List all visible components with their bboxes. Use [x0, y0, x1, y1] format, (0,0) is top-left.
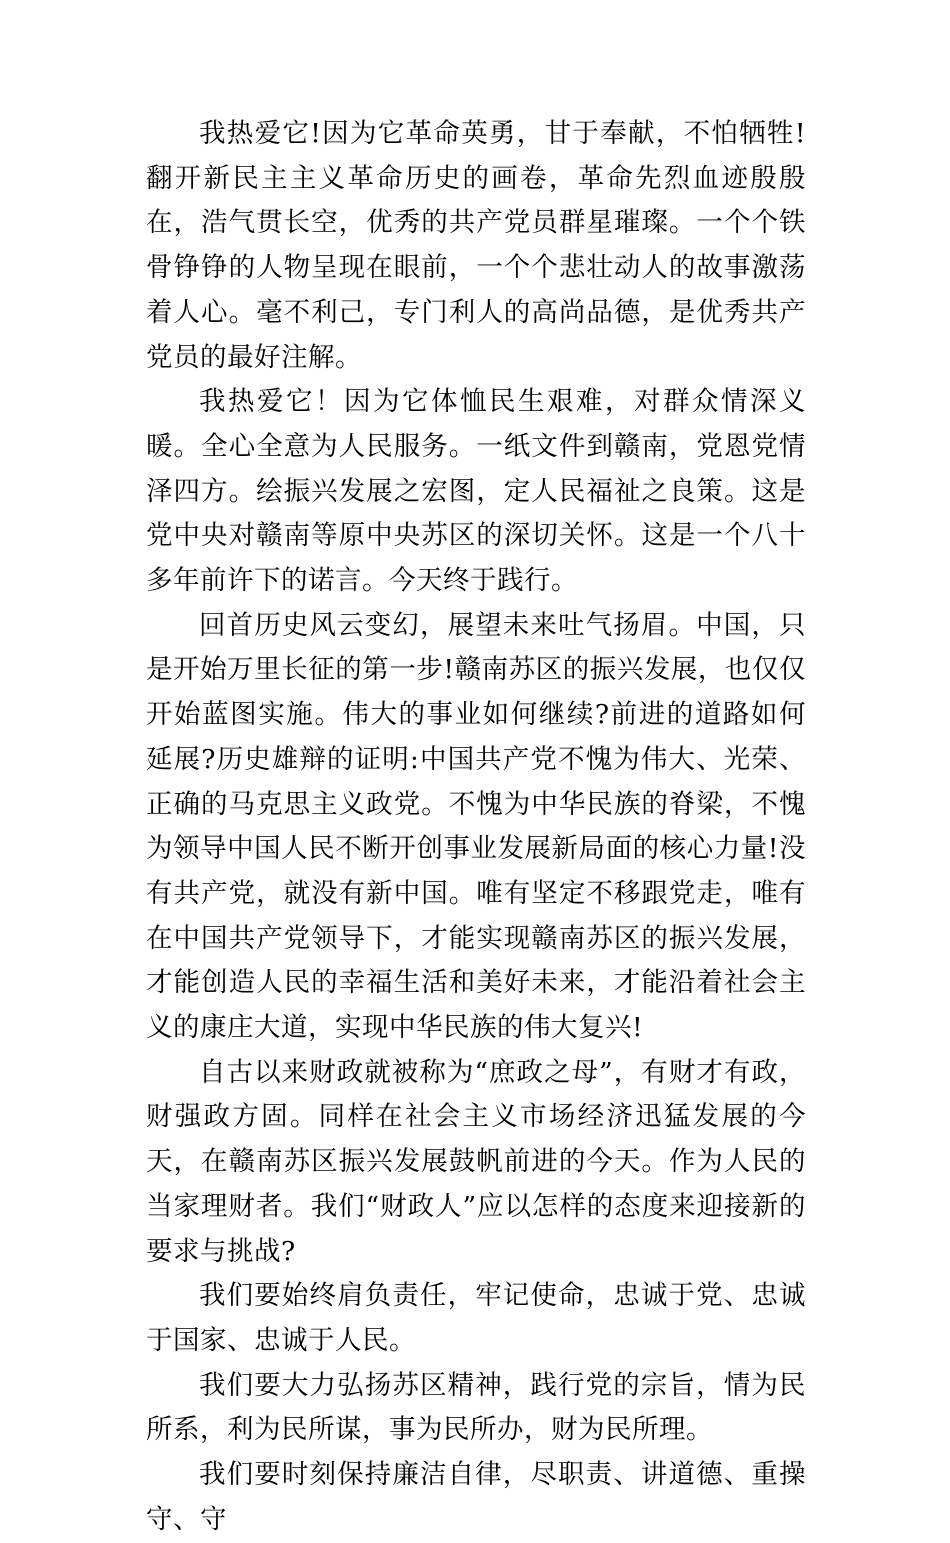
- paragraph-4: 自古以来财政就被称为“庶政之母”，有财才有政，财强政方固。同样在社会主义市场经济迅猛发展的今天，在赣南苏区振兴发展鼓帆前进的今天。作为人民的当家理财者。我们“财政人”应以怎样的态度来迎接新的要求与挑战?: [146, 1056, 806, 1267]
- document-body: [146, 112, 806, 1543]
- paragraph-7: 我们要时刻保持廉洁自律，尽职责、讲道德、重操守、守: [146, 1459, 806, 1535]
- paragraph-3: 回首历史风云变幻，展望未来吐气扬眉。中国，只是开始万里长征的第一步!赣南苏区的振兴发展，也仅仅开始蓝图实施。伟大的事业如何继续?前进的道路如何延展?历史雄辩的证明:中国共产党不愧为伟大、光荣、正确的马克思主义政党。不愧为中华民族的脊梁，不愧为领导中国人民不断开创事业发展新局面的核心力量!没有共产党，就没有新中国。唯有坚定不移跟党走，唯有在中国共产党领导下，才能实现赣南苏区的振兴发展，才能创造人民的幸福生活和美好未来，才能沿着社会主义的康庄大道，实现中华民族的伟大复兴!: [146, 609, 806, 1044]
- paragraph-6: 我们要大力弘扬苏区精神，践行党的宗旨，情为民所系，利为民所谋，事为民所办，财为民所理。: [146, 1369, 806, 1446]
- paragraph-2: 我热爱它！因为它体恤民生艰难，对群众情深义暖。全心全意为人民服务。一纸文件到赣南，党恩党情泽四方。绘振兴发展之宏图，定人民福祉之良策。这是党中央对赣南等原中央苏区的深切关怀。这是一个八十多年前许下的诺言。今天终于践行。: [146, 386, 806, 597]
- paragraph-5: 我们要始终肩负责任，牢记使命，忠诚于党、忠诚于国家、忠诚于人民。: [146, 1280, 806, 1356]
- paragraph-1: 我热爱它!因为它革命英勇，甘于奉献，不怕牺牲!翻开新民主主义革命历史的画卷，革命先烈血迹殷殷在，浩气贯长空，优秀的共产党员群星璀璨。一个个铁骨铮铮的人物呈现在眼前，一个个悲壮动人的故事激荡着人心。毫不利己，专门利人的高尚品德，是优秀共产党员的最好注解。: [146, 118, 806, 373]
